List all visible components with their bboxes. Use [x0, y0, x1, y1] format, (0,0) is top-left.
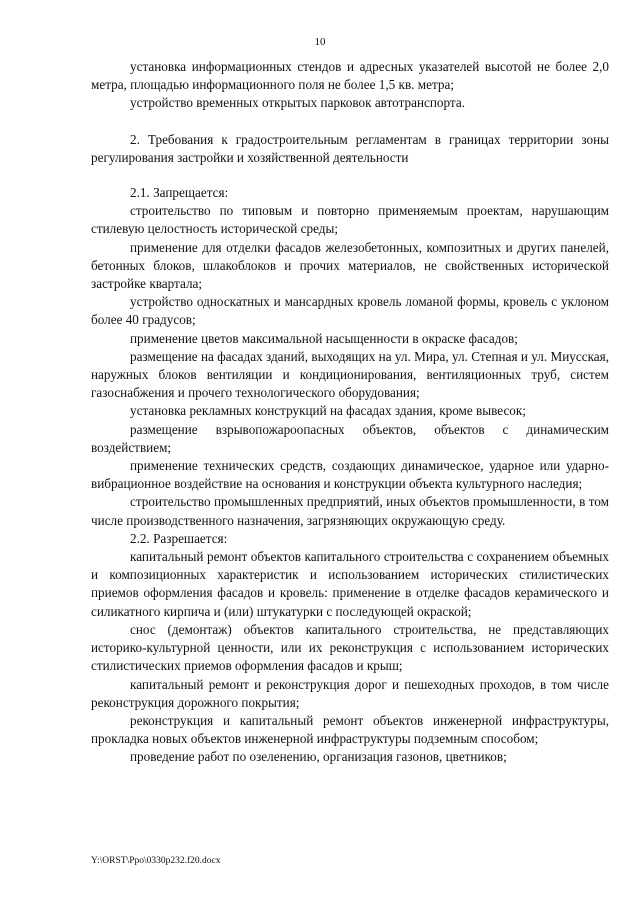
subsection-heading: 2.2. Разрешается: — [130, 530, 228, 546]
paragraph: строительство промышленных предприятий, иных объектов промышленности, в том числе производственного назначения, загрязняющих окружающую среду. — [91, 494, 609, 528]
paragraph: применение цветов максимальной насыщенности в окраске фасадов; — [130, 330, 518, 346]
paragraph: размещение взрывопожароопасных объектов, объектов с динамическим воздействием; — [91, 421, 609, 455]
paragraph: применение технических средств, создающих динамическое, ударное или ударно-вибрационное воздействие на основания и конструкции объекта культурного наследия; — [91, 458, 609, 492]
paragraph: устройство односкатных и мансардных кровель ломаной формы, кровель с уклоном более 40 градусов; — [91, 294, 609, 328]
paragraph: установка рекламных конструкций на фасадах здания, кроме вывесок; — [130, 403, 526, 419]
page-number: 10 — [314, 36, 326, 48]
paragraph: применение для отделки фасадов железобетонных, композитных и других панелей, бетонных блоков, шлакоблоков и прочих материалов, не свойственных исторической застройке квартала; — [91, 239, 609, 292]
paragraph: установка информационных стендов и адресных указателей высотой не более 2,0 метра, площадью информационного поля не более 1,5 кв. метра; — [91, 59, 609, 93]
paragraph: устройство временных открытых парковок автотранспорта. — [130, 95, 466, 111]
paragraph: проведение работ по озеленению, организация газонов, цветников; — [130, 749, 507, 765]
document-body — [91, 58, 609, 767]
paragraph: строительство по типовым и повторно применяемым проектам, нарушающим стилевую целостность исторической среды; — [91, 203, 609, 237]
section-heading: 2. Требования к градостроительным регламентам в границах территории зоны регулирования застройки и хозяйственной деятельности — [91, 131, 609, 165]
paragraph: снос (демонтаж) объектов капитального строительства, не представляющих историко-культурной ценности, или их реконструкция с использованием исторических стилистических приемов оформления фасадов и крыш; — [91, 621, 609, 674]
paragraph: капитальный ремонт и реконструкция дорог и пешеходных проходов, в том числе реконструкция дорожного покрытия; — [91, 676, 609, 710]
footer-file-path: Y:\ORST\Ppo\0330p232.f20.docx — [91, 856, 221, 866]
paragraph: капитальный ремонт объектов капитального строительства с сохранением объемных и композиционных характеристик и использованием исторических стилистических приемов оформления фасадов и кровель: применение в отделке фасадов керамического и силикатного кирпича и (или) штукатурки с последующей окраской; — [91, 549, 609, 619]
paragraph: размещение на фасадах зданий, выходящих на ул. Мира, ул. Степная и ул. Миусская, наружных блоков вентиляции и кондиционирования, вентиляционных труб, систем газоснабжения и прочего технологического оборудования; — [91, 348, 609, 401]
subsection-heading: 2.1. Запрещается: — [130, 185, 229, 201]
paragraph: реконструкция и капитальный ремонт объектов инженерной инфраструктуры, прокладка новых объектов инженерной инфраструктуры подземным способом; — [91, 712, 609, 747]
